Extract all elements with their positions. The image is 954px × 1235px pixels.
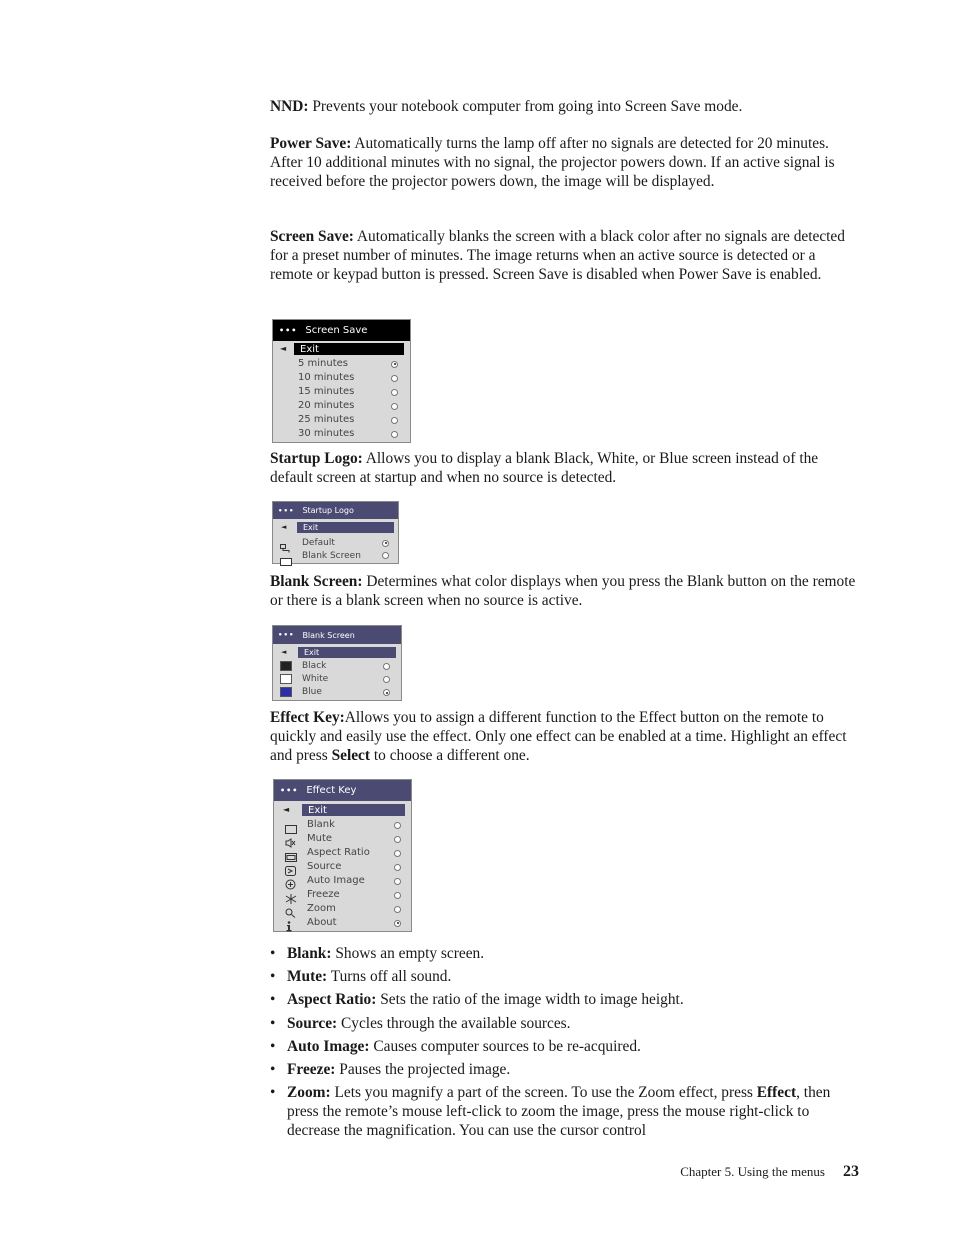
blank-screen-term: Blank Screen: <box>270 573 363 590</box>
radio-button[interactable] <box>391 375 398 382</box>
menu-option-blank[interactable] <box>274 818 411 832</box>
bullet-text: Lets you magnify a part of the screen. To use the Zoom effect, press <box>330 1084 757 1102</box>
color-swatch-white-icon <box>280 674 292 684</box>
screen-save-text: Automatically blanks the screen with a black color after no signals are detected for a preset number of minutes. The image returns when an active source is detected or a remote or keypad button is pressed. Screen Save is disabled when Power Save is enabled. <box>270 228 845 283</box>
bullet-text: Pauses the projected image. <box>335 1060 511 1078</box>
radio-button[interactable] <box>394 822 401 829</box>
bullet-mute <box>270 968 860 987</box>
blank-screen-menu <box>272 625 402 701</box>
menu-option-label: Blank Screen <box>302 550 361 561</box>
exit-item[interactable] <box>297 522 394 533</box>
menu-option-white[interactable] <box>273 673 401 686</box>
exit-item[interactable] <box>294 343 404 355</box>
menu-title: Startup Logo <box>302 506 354 515</box>
menu-option-black[interactable] <box>273 660 401 673</box>
effect-key-text-a: Allows you to assign a different function to the Effect button on the remote to quickly and easily use the effect. Only one effect can be enabled at a time. Highlight an effect and press <box>270 709 847 764</box>
radio-button[interactable] <box>394 836 401 843</box>
effect-key-term: Effect Key: <box>270 709 345 726</box>
bullet-term: Mute: <box>287 968 328 986</box>
effect-key-paragraph <box>270 709 860 765</box>
bullet-aspect-ratio <box>270 991 860 1010</box>
menu-option-label: 30 minutes <box>298 428 355 439</box>
power-save-term: Power Save: <box>270 135 352 152</box>
radio-button[interactable] <box>394 850 401 857</box>
radio-button[interactable] <box>391 417 398 424</box>
menu-option-label: Aspect Ratio <box>307 847 370 858</box>
effect-term: Effect <box>756 1084 797 1102</box>
menu-option-label: 20 minutes <box>298 400 355 411</box>
menu-dots-icon: ••• <box>280 786 299 795</box>
back-arrow-icon[interactable]: ◄ <box>283 805 290 814</box>
menu-option-label: Freeze <box>307 889 340 900</box>
bullet-term: Blank: <box>287 945 332 962</box>
menu-option-5-minutes[interactable] <box>273 357 410 371</box>
menu-option-blank-screen[interactable] <box>273 550 398 563</box>
select-term: Select <box>331 746 371 764</box>
menu-option-zoom[interactable] <box>274 902 411 916</box>
menu-option-label: Black <box>302 661 327 671</box>
menu-option-label: Blank <box>307 819 335 830</box>
bullet-term: Source: <box>287 1014 338 1032</box>
exit-label: Exit <box>303 523 319 532</box>
bullet-blank <box>270 945 860 964</box>
blank-screen-paragraph <box>270 573 860 611</box>
menu-option-source[interactable] <box>274 860 411 874</box>
radio-button[interactable] <box>391 431 398 438</box>
radio-button[interactable] <box>382 552 389 559</box>
bullet-term: Zoom: <box>287 1084 331 1102</box>
menu-option-auto-image[interactable] <box>274 874 411 888</box>
startup-logo-menu <box>272 501 399 564</box>
menu-option-label: 5 minutes <box>298 358 349 369</box>
menu-title: Effect Key <box>306 785 357 796</box>
about-icon <box>285 917 293 936</box>
color-swatch-blue-icon <box>280 687 292 697</box>
menu-header <box>273 320 410 341</box>
color-swatch-black-icon <box>280 661 292 671</box>
menu-dots-icon: ••• <box>279 326 298 335</box>
power-save-paragraph <box>270 135 860 191</box>
menu-option-25-minutes[interactable] <box>273 413 410 427</box>
menu-option-default[interactable] <box>273 537 398 550</box>
startup-logo-term: Startup Logo: <box>270 450 363 467</box>
page-footer <box>680 1163 859 1181</box>
chapter-label: Chapter 5. Using the menus <box>680 1164 825 1179</box>
menu-option-freeze[interactable] <box>274 888 411 902</box>
menu-option-label: Blue <box>302 687 322 697</box>
menu-option-20-minutes[interactable] <box>273 399 410 413</box>
bullet-term: Aspect Ratio: <box>287 991 377 1009</box>
effect-key-menu <box>273 779 412 932</box>
menu-option-10-minutes[interactable] <box>273 371 410 385</box>
menu-option-30-minutes[interactable] <box>273 427 410 441</box>
menu-option-label: White <box>302 674 329 684</box>
menu-option-label: 15 minutes <box>298 386 355 397</box>
menu-dots-icon: ••• <box>278 631 295 639</box>
effect-key-text-b: to choose a different one. <box>370 746 530 764</box>
menu-option-label: Source <box>307 861 342 872</box>
menu-option-label: 25 minutes <box>298 414 355 425</box>
exit-item[interactable] <box>298 647 396 658</box>
page-number: 23 <box>843 1163 859 1180</box>
screen-save-paragraph <box>270 228 860 284</box>
bullet-text-cont: , then press the remote’s mouse left-click to zoom the image, press the mouse right-click to decrease the magnification. You can use the cursor control <box>287 1084 831 1139</box>
radio-button[interactable] <box>391 389 398 396</box>
radio-button[interactable] <box>383 689 390 696</box>
bullet-text: Shows an empty screen. <box>331 945 485 962</box>
menu-option-label: Zoom <box>307 903 336 914</box>
bullet-text: Cycles through the available sources. <box>337 1014 571 1032</box>
radio-button[interactable] <box>383 663 390 670</box>
radio-button[interactable] <box>382 540 389 547</box>
menu-option-blue[interactable] <box>273 686 401 699</box>
menu-title: Screen Save <box>305 325 368 336</box>
bullet-text: Turns off all sound. <box>327 968 452 986</box>
menu-option-label: Default <box>302 538 335 548</box>
blank-screen-icon <box>280 551 292 570</box>
radio-button[interactable] <box>394 892 401 899</box>
back-arrow-icon[interactable]: ◄ <box>281 523 287 531</box>
bullet-term: Freeze: <box>287 1060 336 1078</box>
radio-button[interactable] <box>394 906 401 913</box>
menu-option-aspect-ratio[interactable] <box>274 846 411 860</box>
screen-save-term: Screen Save: <box>270 228 354 245</box>
exit-label: Exit <box>304 648 320 657</box>
nnd-paragraph <box>270 98 860 117</box>
radio-button[interactable] <box>394 878 401 885</box>
menu-header <box>274 780 411 801</box>
effect-bullet-list <box>270 945 860 1145</box>
menu-option-label: Mute <box>307 833 333 844</box>
back-arrow-icon[interactable]: ◄ <box>280 344 287 353</box>
power-save-text: Automatically turns the lamp off after no signals are detected for 20 minutes. After 10 additional minutes with no signal, the projector powers down. If an active signal is received before the projector powers down, the image will be displayed. <box>270 135 835 190</box>
exit-label: Exit <box>308 804 327 816</box>
blank-screen-text: Determines what color displays when you press the Blank button on the remote or there is a blank screen when no source is active. <box>270 573 856 609</box>
bullet-zoom <box>270 1084 860 1140</box>
radio-button[interactable] <box>391 361 398 368</box>
exit-item[interactable] <box>302 804 405 816</box>
radio-button[interactable] <box>394 920 401 927</box>
bullet-freeze <box>270 1061 860 1080</box>
menu-option-about[interactable] <box>274 916 411 930</box>
menu-option-label: About <box>307 917 337 928</box>
menu-header <box>273 626 401 644</box>
exit-label: Exit <box>300 343 319 355</box>
bullet-auto-image <box>270 1038 860 1057</box>
menu-option-label: Auto Image <box>307 875 365 886</box>
menu-header <box>273 502 398 519</box>
bullet-source <box>270 1015 860 1034</box>
radio-button[interactable] <box>383 676 390 683</box>
screen-save-menu <box>272 319 411 443</box>
nnd-text: Prevents your notebook computer from going into Screen Save mode. <box>308 98 743 115</box>
radio-button[interactable] <box>394 864 401 871</box>
bullet-term: Auto Image: <box>287 1037 370 1055</box>
startup-logo-paragraph <box>270 450 860 488</box>
bullet-text: Sets the ratio of the image width to image height. <box>376 991 684 1009</box>
bullet-text: Causes computer sources to be re-acquired. <box>369 1037 641 1055</box>
menu-dots-icon: ••• <box>278 506 295 515</box>
menu-option-mute[interactable] <box>274 832 411 846</box>
back-arrow-icon[interactable]: ◄ <box>281 648 287 656</box>
menu-option-label: 10 minutes <box>298 372 355 383</box>
startup-logo-text: Allows you to display a blank Black, White, or Blue screen instead of the default screen at startup and when no source is detected. <box>270 450 819 486</box>
nnd-term: NND: <box>270 98 309 115</box>
radio-button[interactable] <box>391 403 398 410</box>
menu-title: Blank Screen <box>302 630 355 640</box>
menu-option-15-minutes[interactable] <box>273 385 410 399</box>
